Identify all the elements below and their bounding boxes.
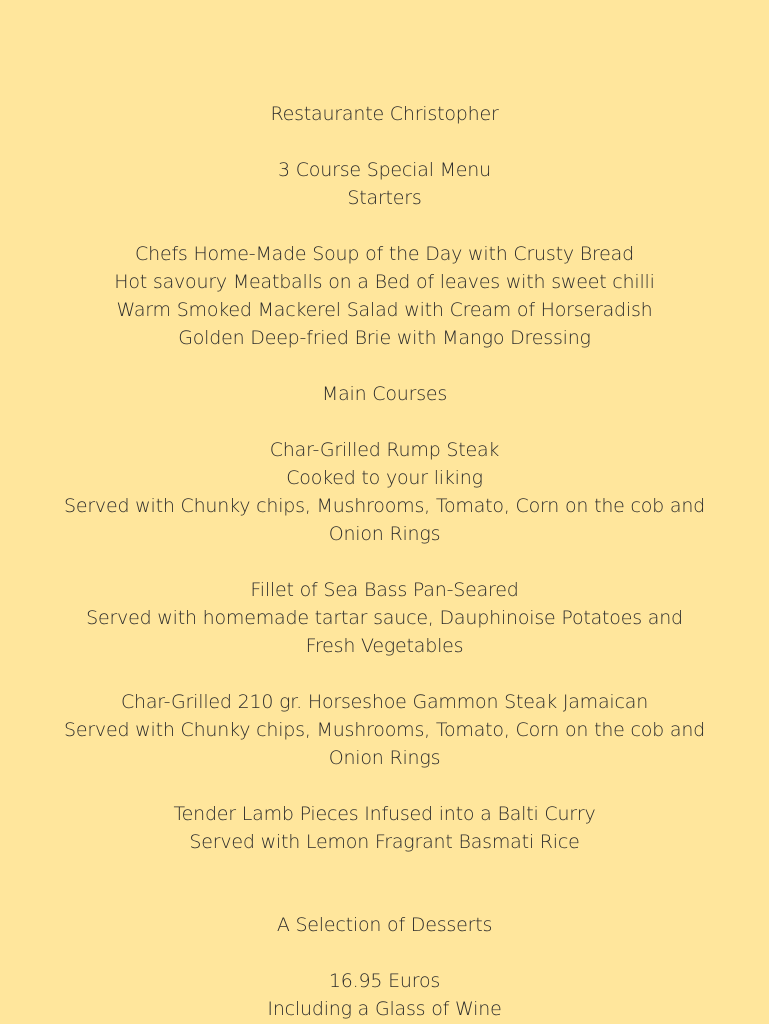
main-course-name: Char-Grilled 210 gr. Horseshoe Gammon Steak Jamaican [120, 691, 649, 713]
price-amount: 16.95 Euros [328, 970, 441, 992]
starters-heading: Starters [347, 187, 422, 209]
main-course-note: Cooked to your liking [286, 467, 483, 489]
desserts-heading: A Selection of Desserts [276, 914, 493, 936]
starter-item: Hot savoury Meatballs on a Bed of leaves with sweet chilli [114, 271, 655, 293]
price-note: Including a Glass of Wine [267, 998, 502, 1020]
starter-item: Chefs Home-Made Soup of the Day with Crusty Bread [135, 243, 634, 265]
main-course-name: Char-Grilled Rump Steak [269, 439, 500, 461]
menu-title: 3 Course Special Menu [278, 159, 491, 181]
main-course-description: Served with Chunky chips, Mushrooms, Tomato, Corn on the cob and Onion Rings [63, 719, 706, 769]
starter-item: Golden Deep-fried Brie with Mango Dressing [178, 327, 591, 349]
main-courses-heading: Main Courses [321, 383, 448, 405]
main-course-description: Served with Lemon Fragrant Basmati Rice [189, 831, 580, 853]
restaurant-name: Restaurante Christopher [270, 103, 499, 125]
main-course-description: Served with Chunky chips, Mushrooms, Tomato, Corn on the cob and Onion Rings [63, 495, 706, 545]
main-course-name: Tender Lamb Pieces Infused into a Balti Curry [173, 803, 596, 825]
main-course-name: Fillet of Sea Bass Pan-Seared [250, 579, 519, 601]
starter-item: Warm Smoked Mackerel Salad with Cream of Horseradish [116, 299, 653, 321]
main-course-description: Served with homemade tartar sauce, Dauphinoise Potatoes and Fresh Vegetables [86, 607, 683, 657]
